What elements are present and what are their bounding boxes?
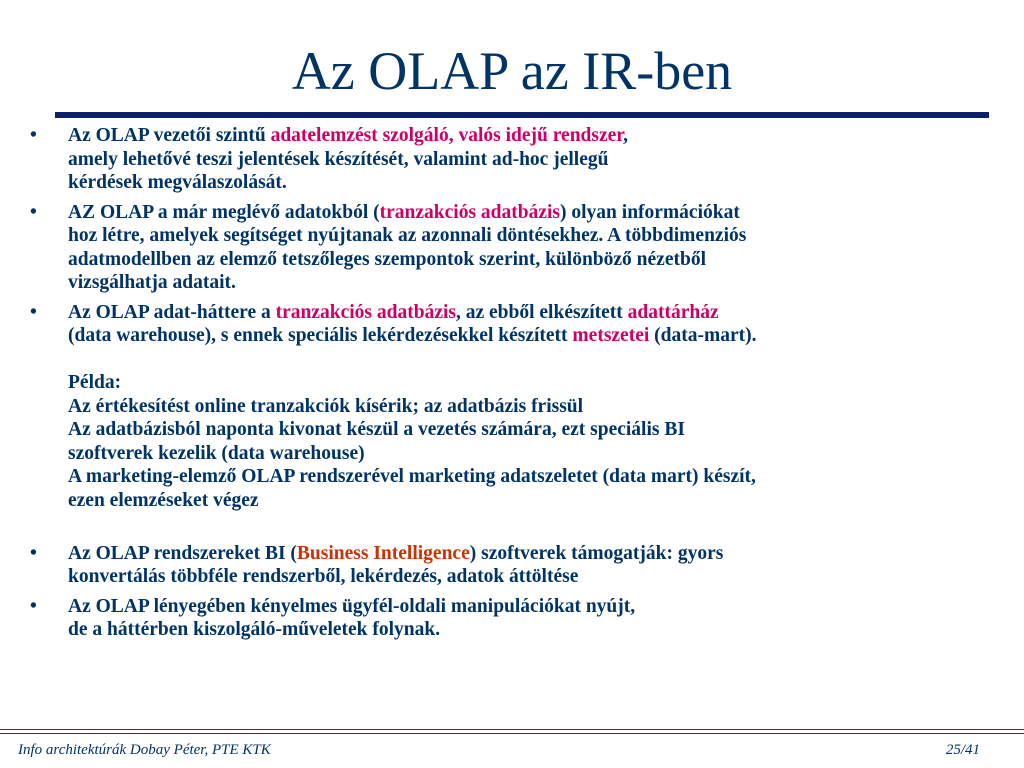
slide-content (30, 124, 985, 648)
text-line: Az OLAP lényegében kényelmes ügyfél-oldali manipulációkat nyújt, (68, 595, 636, 617)
example-heading: Példa: (68, 372, 122, 393)
text-line: (data warehouse), s ennek speciális lekérdezésekkel készített metszetei (data-mart). (68, 325, 757, 346)
text-line: Az OLAP vezetői szintű adatelemzést szolgáló, valós idejű rendszer, (68, 125, 629, 146)
text-line: AZ OLAP a már meglévő adatokból (tranzakciós adatbázis) olyan információkat (68, 201, 740, 223)
highlight-text: Business Intelligence (296, 542, 470, 564)
example-line: Az értékesítést online tranzakciók kísérik; az adatbázis frissül (68, 395, 584, 417)
highlight-text: metszetei (572, 325, 650, 346)
text-line: Az OLAP rendszereket BI (Business Intelligence) szoftverek támogatják: gyors (68, 542, 724, 564)
bullet-dot: • (30, 301, 37, 323)
bullet-item (30, 542, 985, 589)
spacer (68, 348, 985, 372)
bullet-dot: • (30, 542, 37, 564)
highlight-text: tranzakciós adatbázis (379, 201, 561, 223)
page-number: 25/41 (945, 742, 980, 758)
text-line: Az OLAP adat-háttere a tranzakciós adatbázis, az ebből elkészített adattárház (68, 301, 719, 323)
spacer (68, 512, 985, 536)
bullet-dot: • (30, 125, 37, 146)
text-line: adatmodellben az elemző tetszőleges szempontok szerint, különböző nézetből (68, 248, 706, 270)
text-line: de a háttérben kiszolgáló-műveletek folynak. (68, 619, 441, 640)
text-line: kérdések megválaszolását. (68, 172, 287, 193)
footer-author: Info architektúrák Dobay Péter, PTE KTK (18, 742, 271, 758)
example-line: A marketing-elemző OLAP rendszerével marketing adatszeletet (data mart) készít, (68, 466, 756, 487)
slide-title: Az OLAP az IR-ben (291, 41, 733, 101)
bullet-dot: • (30, 201, 37, 223)
bullet-text (68, 201, 985, 295)
highlight-text: adattárház (627, 301, 719, 323)
example-line: szoftverek kezelik (data warehouse) (68, 442, 365, 464)
highlight-text: adatelemzést szolgáló, valós idejű rendszer (270, 125, 624, 146)
footer-divider (0, 733, 1024, 734)
bullet-item (30, 124, 985, 195)
text-line: hoz létre, amelyek segítséget nyújtanak az azonnali döntésekhez. A többdimenziós (68, 225, 747, 246)
text-line: vizsgálhatja adatait. (68, 272, 236, 293)
bullet-item (30, 301, 985, 536)
bullet-text (68, 301, 985, 536)
bullet-text (68, 595, 985, 642)
bullet-item (30, 595, 985, 642)
text-line: amely lehetővé teszi jelentések készítését, valamint ad-hoc jellegű (68, 148, 609, 170)
bullet-text (68, 124, 985, 195)
example-line: ezen elemzéseket végez (68, 489, 259, 511)
bullet-dot: • (30, 595, 37, 617)
bullet-item (30, 201, 985, 295)
bullet-text (68, 542, 985, 589)
text-line: konvertálás többféle rendszerből, lekérdezés, adatok áttöltése (68, 566, 579, 587)
footer-divider (0, 729, 1024, 730)
example-line: Az adatbázisból naponta kivonat készül a vezetés számára, ezt speciális BI (68, 419, 685, 440)
highlight-text: tranzakciós adatbázis (275, 301, 456, 323)
title-divider (55, 112, 989, 118)
